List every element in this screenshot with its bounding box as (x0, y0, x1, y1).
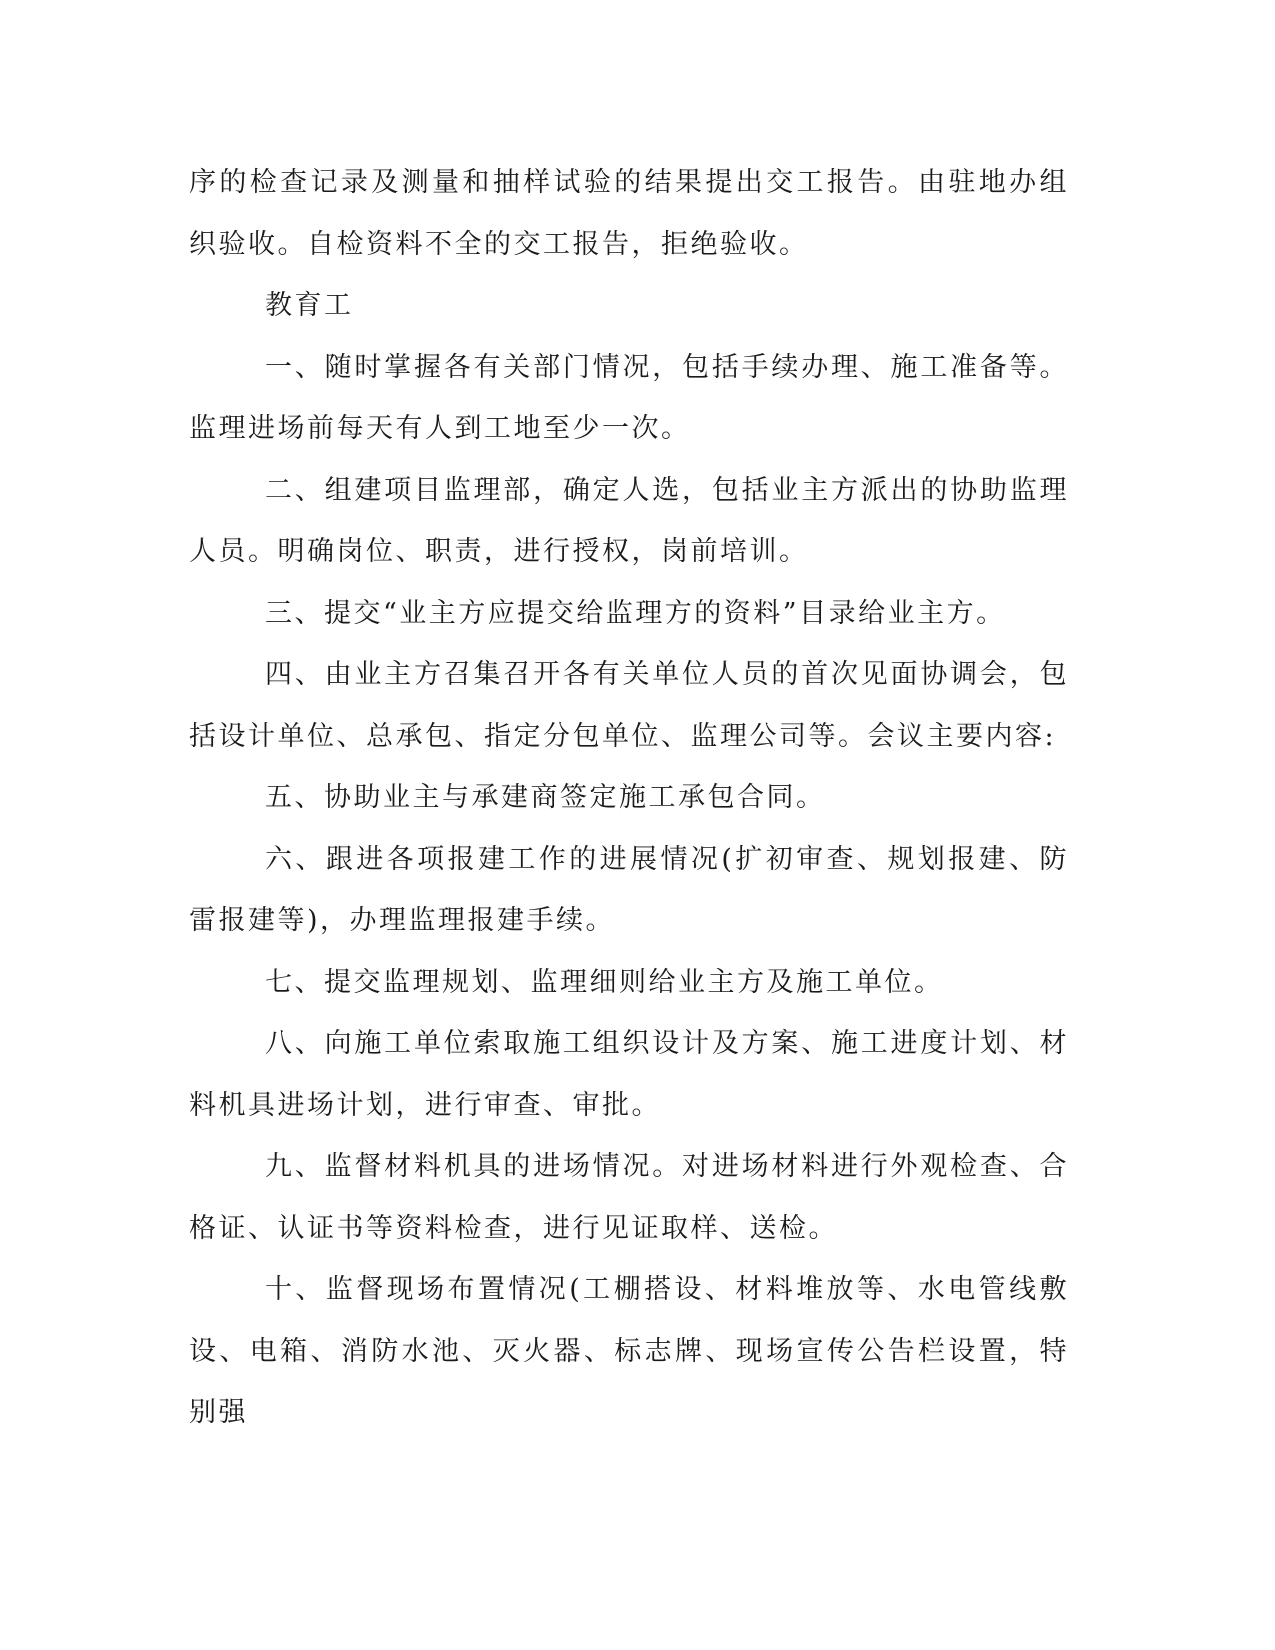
paragraph-item-6: 六、跟进各项报建工作的进展情况(扩初审查、规划报建、防雷报建等)，办理监理报建手续。 (189, 843, 1069, 936)
paragraph-item-5: 五、协助业主与承建商签定施工承包合同。 (265, 782, 826, 813)
document-body (189, 152, 1069, 1444)
paragraph-item-1: 一、随时掌握各有关部门情况，包括手续办理、施工准备等。监理进场前每天有人到工地至少一次。 (189, 351, 1069, 444)
paragraph-item-4: 四、由业主方召集召开各有关单位人员的首次见面协调会，包括设计单位、总承包、指定分包单位、监理公司等。会议主要内容: (189, 659, 1069, 752)
paragraph-item-2: 二、组建项目监理部，确定人选，包括业主方派出的协助监理人员。明确岗位、职责，进行授权，岗前培训。 (189, 474, 1069, 567)
paragraph-item-7: 七、提交监理规划、监理细则给业主方及施工单位。 (265, 966, 944, 998)
paragraph-item-10: 十、监督现场布置情况(工棚搭设、材料堆放等、水电管线敷设、电箱、消防水池、灭火器、标志牌、现场宣传公告栏设置，特别强 (189, 1274, 1069, 1428)
paragraph-item-8: 八、向施工单位索取施工组织设计及方案、施工进度计划、材料机具进场计划，进行审查、审批。 (189, 1028, 1069, 1121)
paragraph-item-3: 三、提交“业主方应提交给监理方的资料”目录给业主方。 (265, 597, 1006, 629)
paragraph-continuation: 序的检查记录及测量和抽样试验的结果提出交工报告。由驻地办组织验收。自检资料不全的交工报告，拒绝验收。 (189, 167, 1069, 260)
paragraph-heading: 教育工 (265, 290, 354, 321)
paragraph-item-9: 九、监督材料机具的进场情况。对进场材料进行外观检查、合格证、认证书等资料检查，进行见证取样、送检。 (189, 1151, 1069, 1244)
